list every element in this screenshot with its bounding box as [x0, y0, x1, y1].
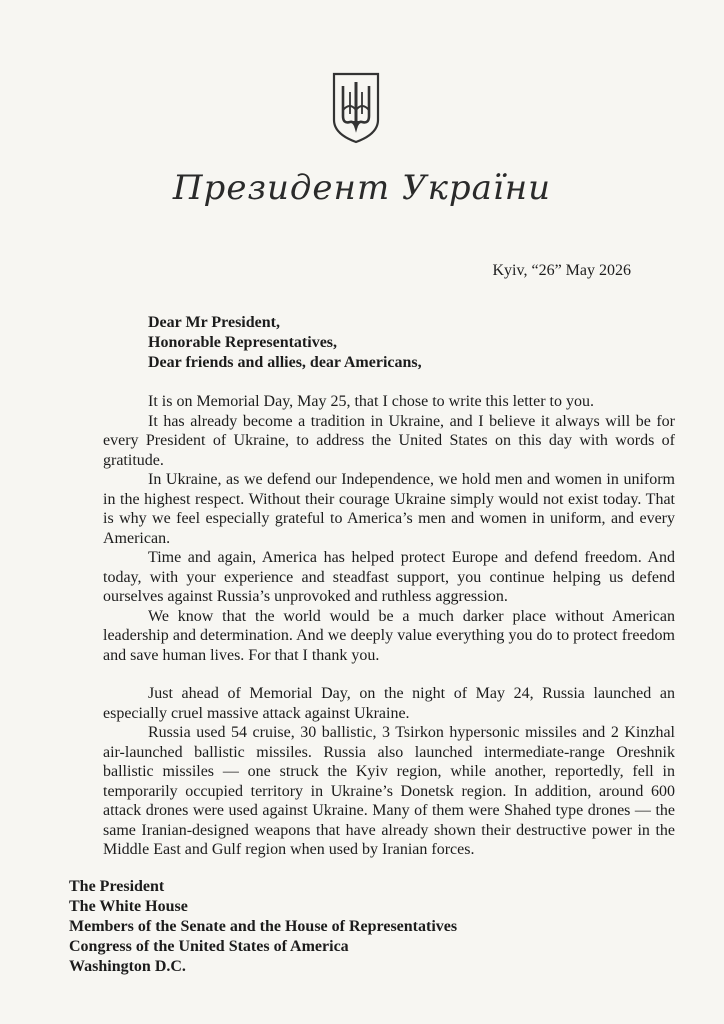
tryzub-coat-of-arms-icon	[330, 70, 382, 146]
body-paragraph: Time and again, America has helped protect Europe and defend freedom. And today, with your experience and steadfast support, you continue helping us defend ourselves against Russia’s unprovoked and ruthless aggression.	[103, 549, 675, 605]
salutation-line: Honorable Representatives,	[148, 334, 338, 351]
letter-date: Kyiv, “26” May 2026	[492, 262, 631, 279]
salutation-line: Dear friends and allies, dear Americans,	[148, 354, 422, 371]
salutation-line: Dear Mr President,	[148, 314, 280, 331]
address-line: The White House	[69, 898, 188, 915]
address-line: The President	[69, 878, 165, 895]
recipient-address	[69, 877, 457, 977]
body-paragraph: Russia used 54 cruise, 30 ballistic, 3 Tsirkon hypersonic missiles and 2 Kinzhal air-launched ballistic missiles. Russia also launched intermediate-range Oreshnik ballistic missiles — one struck the Kyiv region, while another, reportedly, fell in temporarily occupied territory in Ukraine’s Donetsk region. In addition, around 600 attack drones were used against Ukraine. Many of them were Shahed type drones — the same Iranian-designed weapons that have already shown their destructive power in the Middle East and Gulf region when used by Iranian forces.	[103, 724, 675, 858]
address-line: Washington D.C.	[69, 958, 186, 975]
letter-body	[103, 392, 675, 860]
body-paragraph: We know that the world would be a much darker place without American leadership and determination. And we deeply value everything you do to protect freedom and save human lives. For that I thank you.	[103, 607, 675, 664]
address-line: Congress of the United States of America	[69, 938, 349, 955]
salutation	[148, 313, 422, 373]
address-line: Members of the Senate and the House of Representatives	[69, 918, 458, 935]
body-paragraph: In Ukraine, as we defend our Independence, we hold men and women in uniform in the highest respect. Without their courage Ukraine simply would not exist today. That is why we feel especially grateful to America’s men and women in uniform, and every American.	[103, 471, 675, 547]
body-paragraph: Just ahead of Memorial Day, on the night of May 24, Russia launched an especially cruel massive attack against Ukraine.	[103, 685, 675, 722]
letterhead-title: Президент України	[172, 168, 552, 208]
body-paragraph: It has already become a tradition in Ukraine, and I believe it always will be for every President of Ukraine, to address the United States on this day with words of gratitude.	[103, 412, 675, 469]
body-paragraph: It is on Memorial Day, May 25, that I chose to write this letter to you.	[148, 393, 594, 410]
